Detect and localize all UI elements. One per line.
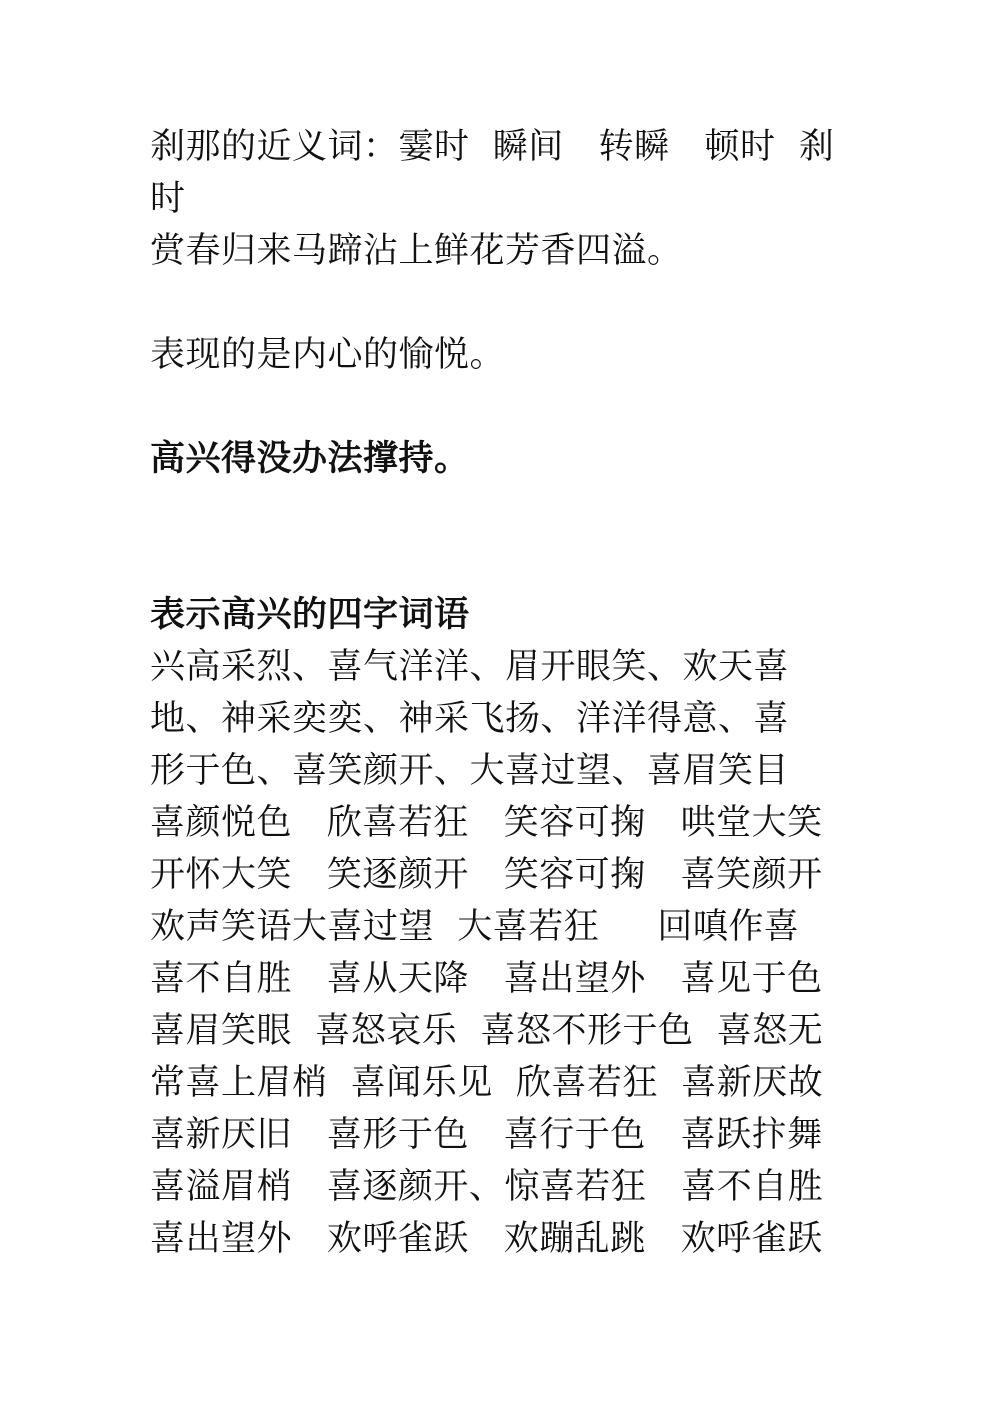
idiom-line: 欢声笑语大喜过望 大喜若狂 回嗔作喜	[150, 907, 800, 947]
idiom-line: 喜颜悦色 欣喜若狂 笑容可掬 哄堂大笑	[150, 803, 823, 843]
idiom-line: 形于色、喜笑颜开、大喜过望、喜眉笑目	[150, 751, 790, 791]
section-heading: 表示高兴的四字词语	[150, 594, 470, 635]
text-line-synonyms: 刹那的近义词：霎时 瞬间 转瞬 顿时 刹	[150, 127, 835, 167]
idiom-line: 常喜上眉梢 喜闻乐见 欣喜若狂 喜新厌故	[150, 1063, 824, 1103]
idiom-line: 喜新厌旧 喜形于色 喜行于色 喜跃抃舞	[150, 1115, 823, 1155]
idiom-line: 地、神采奕奕、神采飞扬、洋洋得意、喜	[150, 699, 790, 739]
idiom-line: 开怀大笑 笑逐颜开 笑容可掬 喜笑颜开	[150, 855, 823, 895]
text-line-spring: 赏春归来马蹄沾上鲜花芳香四溢。	[150, 231, 683, 271]
text-line-joy: 表现的是内心的愉悦。	[150, 335, 506, 375]
idiom-line: 喜眉笑眼 喜怒哀乐 喜怒不形于色 喜怒无	[150, 1011, 824, 1051]
idiom-line: 喜出望外 欢呼雀跃 欢蹦乱跳 欢呼雀跃	[150, 1219, 823, 1259]
idiom-line: 兴高采烈、喜气洋洋、眉开眼笑、欢天喜	[150, 647, 790, 687]
text-line-happy-bold: 高兴得没办法撑持。	[150, 438, 470, 479]
idiom-line: 喜溢眉梢 喜逐颜开、惊喜若狂 喜不自胜	[150, 1167, 824, 1207]
idiom-line: 喜不自胜 喜从天降 喜出望外 喜见于色	[150, 959, 823, 999]
text-line-synonyms-cont: 时	[150, 179, 186, 219]
